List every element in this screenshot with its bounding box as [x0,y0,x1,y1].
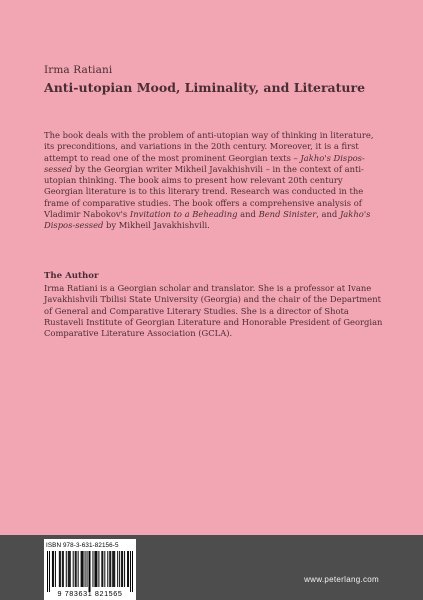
about-author-text [44,283,384,339]
description-text: and [237,209,259,220]
about-author-heading: The Author [44,271,99,281]
description-text: by Mikheil Javakhishvili. [103,220,210,231]
book-title: Anti-utopian Mood, Liminality, and Literature [44,80,366,95]
description-italic-title: Bend Sinister [258,209,317,220]
description-italic-title: Invitation to a Beheading [129,209,238,220]
description-text: The book deals with the problem of anti-utopian way of thinking in literature, its preconditions, and variations in the 20th century. Moreover, it is a first attempt to read one of the most prominent Georgian texts – [44,130,374,163]
description-paragraph [44,130,384,232]
description-italic-title: Jakho's Dispos-sessed [44,209,371,231]
author-name: Irma Ratiani [44,64,113,76]
book-description [44,130,384,232]
barcode-digits: 9 783631 821565 [57,589,123,598]
isbn-label: ISBN 978-3-631-82156-5 [46,542,119,549]
description-text: , and [316,209,340,220]
publisher-url[interactable]: www.peterlang.com [304,575,379,584]
description-text: by the Georgian writer Mikheil Javakhishvili – in the context of anti-utopian thinking. The book aims to present how relevant 20th century Georgian literature is to this literary trend. Research was conducted in the frame of comparative studies. The book offers a comprehensive analysis of Vladimir Nabokov's [44,163,364,220]
barcode-icon [47,551,133,592]
description-italic-title: Jakho's Dispos-sessed [44,152,365,174]
about-author-paragraph: Irma Ratiani is a Georgian scholar and translator. She is a professor at Ivane Javakhishvili Tbilisi State University (Georgia) and the chair of the Department of General and Comparative Literary Studies. She is a director of Shota Rustaveli Institute of Georgian Literature and Honorable President of Georgian Comparative Literature Association (GCLA). [44,283,383,339]
